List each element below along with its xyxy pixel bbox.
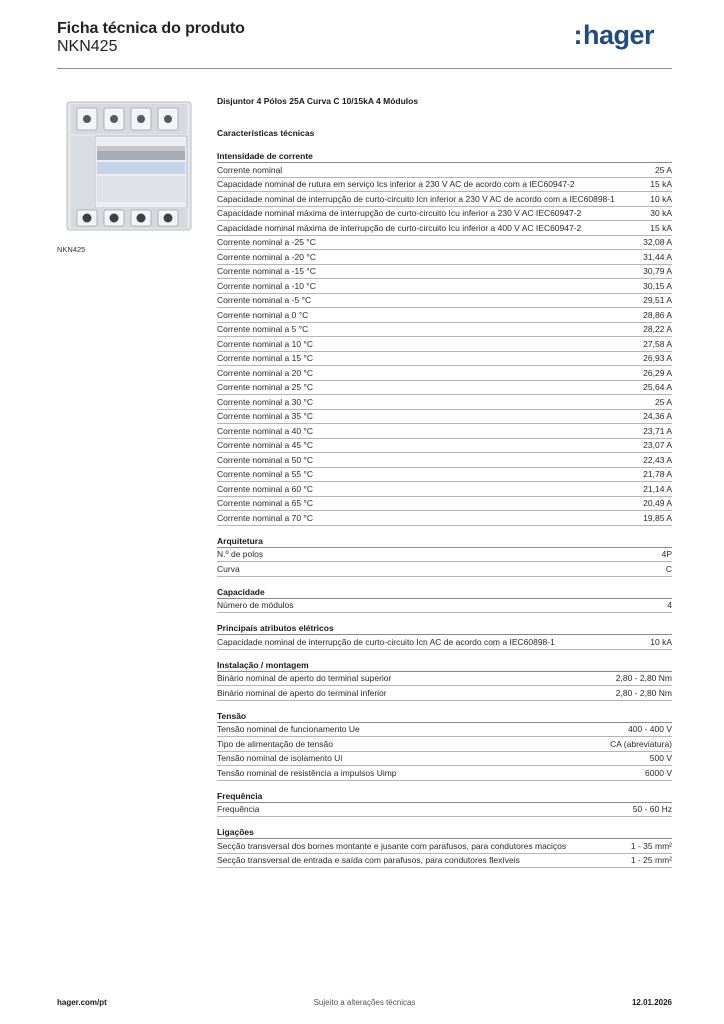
spec-label: Corrente nominal a 30 °C [217,396,314,407]
section-title: Frequência [217,790,672,803]
spec-row [217,453,672,468]
spec-row [217,323,672,338]
spec-value: 500 V [649,753,672,763]
image-caption: NKN425 [57,245,86,254]
spec-row [217,635,672,650]
spec-section [217,535,672,577]
spec-row [217,279,672,294]
spec-value: 10 kA [650,636,672,647]
spec-value: 400 - 400 V [628,724,672,734]
spec-label: Binário nominal de aperto do terminal inferior [217,687,387,698]
spec-label: Corrente nominal a 20 °C [217,367,314,378]
spec-value: 21,14 A [643,483,672,494]
spec-value: 25,64 A [643,382,672,392]
spec-label: Tensão nominal de isolamento Ui [217,753,343,763]
product-code: NKN425 [57,38,118,55]
spec-row [217,599,672,614]
technical-characteristics-title: Características técnicas [217,128,315,138]
spec-row [217,163,672,178]
spec-section [217,826,672,868]
spec-value: 50 - 60 Hz [632,804,672,814]
spec-value: 28,86 A [643,309,672,320]
spec-label: Corrente nominal a 35 °C [217,411,314,421]
spec-sections [217,150,672,868]
spec-label: Tensão nominal de funcionamento Ue [217,724,360,734]
spec-section [217,790,672,818]
spec-row [217,766,672,781]
footer-website: hager.com/pt [57,998,107,1007]
spec-value: 4P [661,549,672,559]
section-title: Capacidade [217,586,672,599]
footer-notice: Sujeito a alterações técnicas [313,998,416,1007]
spec-label: Corrente nominal a -5 °C [217,295,312,305]
logo-colon-icon: : [573,20,582,50]
product-description: Disjuntor 4 Pólos 25A Curva C 10/15kA 4 Módulos [217,96,419,106]
spec-row [217,395,672,410]
spec-row [217,737,672,752]
spec-row [217,207,672,222]
spec-value: 27,58 A [643,338,672,349]
spec-label: Corrente nominal [217,164,283,175]
spec-label: Corrente nominal a 0 °C [217,309,309,320]
spec-value: C [665,563,672,574]
page-header [57,20,672,70]
spec-value: 2,80 - 2,80 Nm [615,687,672,698]
spec-value: 6000 V [645,767,672,778]
spec-value: 23,71 A [643,425,672,436]
spec-value: 4 [667,600,672,610]
spec-value: 1 - 35 mm² [630,840,672,851]
spec-row [217,236,672,251]
spec-value: 31,44 A [643,251,672,262]
spec-section [217,622,672,650]
section-title: Ligações [217,826,672,839]
spec-value: 25 A [654,164,672,175]
spec-row [217,352,672,367]
spec-label: Corrente nominal a 45 °C [217,440,314,450]
logo-text: hager [582,20,654,50]
spec-value: 24,36 A [643,411,672,421]
spec-value: 25 A [654,396,672,407]
spec-section [217,659,672,701]
spec-row [217,511,672,526]
spec-row [217,548,672,563]
spec-value: 23,07 A [643,440,672,450]
spec-label: Capacidade nominal de interrupção de curto-circuito Icn AC de acordo com a IEC60898-1 [217,636,555,647]
spec-value: 15 kA [650,179,672,189]
spec-label: N.º de polos [217,549,264,559]
header-divider [57,68,672,69]
spec-value: 20,49 A [643,498,672,508]
spec-value: CA (abreviatura) [610,738,672,749]
spec-label: Frequência [217,804,260,814]
section-title: Arquitetura [217,535,672,548]
spec-row [217,468,672,483]
circuit-breaker-image [57,94,199,236]
hager-logo [573,20,654,51]
spec-row [217,192,672,207]
spec-value: 22,43 A [643,454,672,465]
spec-row [217,803,672,818]
spec-label: Número de módulos [217,600,294,610]
spec-label: Corrente nominal a 70 °C [217,512,314,523]
spec-value: 1 - 25 mm² [630,855,672,865]
spec-value: 30,79 A [643,266,672,276]
spec-row [217,686,672,701]
spec-row [217,854,672,869]
spec-label: Corrente nominal a -25 °C [217,237,316,247]
spec-row [217,410,672,425]
spec-value: 30,15 A [643,280,672,291]
section-title: Principais atributos elétricos [217,622,672,635]
spec-value: 2,80 - 2,80 Nm [615,673,672,683]
spec-section [217,586,672,614]
spec-label: Capacidade nominal máxima de interrupção de curto-circuito Icu inferior a 400 V AC IEC60947-2 [217,222,582,233]
spec-value: 15 kA [650,222,672,233]
spec-label: Corrente nominal a -15 °C [217,266,316,276]
spec-row [217,723,672,738]
spec-label: Corrente nominal a -10 °C [217,280,316,291]
spec-label: Curva [217,563,240,574]
spec-label: Secção transversal de entrada e saída com parafusos, para condutores flexíveis [217,855,520,865]
footer-date: 12.01.2026 [631,998,672,1007]
spec-label: Capacidade nominal de rutura em serviço Ics inferior a 230 V AC de acordo com a IEC60947-2 [217,179,575,189]
spec-row [217,839,672,854]
spec-label: Tipo de alimentação de tensão [217,738,333,749]
spec-label: Corrente nominal a 65 °C [217,498,314,508]
spec-value: 28,22 A [643,324,672,334]
spec-row [217,497,672,512]
spec-value: 21,78 A [643,469,672,479]
spec-section [217,150,672,526]
spec-label: Tensão nominal de resistência a impulsos Uimp [217,767,397,778]
spec-label: Capacidade nominal de interrupção de curto-circuito Icn inferior a 230 V AC de acordo com a IEC60898-1 [217,193,615,204]
spec-row [217,337,672,352]
spec-row [217,482,672,497]
section-title: Intensidade de corrente [217,150,672,163]
spec-row [217,265,672,280]
spec-row [217,672,672,687]
spec-row [217,221,672,236]
section-title: Instalação / montagem [217,659,672,672]
spec-row [217,178,672,193]
spec-row [217,439,672,454]
section-title: Tensão [217,710,672,723]
spec-value: 32,08 A [643,237,672,247]
spec-row [217,294,672,309]
spec-row [217,424,672,439]
specifications-panel [217,96,672,877]
spec-section [217,710,672,781]
spec-row [217,562,672,577]
spec-value: 26,29 A [643,367,672,378]
spec-value: 30 kA [650,208,672,218]
spec-value: 19,85 A [643,512,672,523]
spec-label: Corrente nominal a 15 °C [217,353,314,363]
spec-label: Corrente nominal a 40 °C [217,425,314,436]
document-title: Ficha técnica do produto [57,20,245,37]
spec-label: Secção transversal dos bornes montante e jusante com parafusos, para condutores maciços [217,840,567,851]
spec-row [217,381,672,396]
spec-label: Corrente nominal a 5 °C [217,324,309,334]
spec-label: Corrente nominal a 55 °C [217,469,314,479]
spec-label: Binário nominal de aperto do terminal superior [217,673,392,683]
spec-label: Corrente nominal a -20 °C [217,251,316,262]
spec-label: Corrente nominal a 50 °C [217,454,314,465]
spec-label: Capacidade nominal máxima de interrupção de curto-circuito Icu inferior a 230 V AC IEC60947-2 [217,208,582,218]
spec-value: 10 kA [650,193,672,204]
spec-row [217,250,672,265]
spec-value: 29,51 A [643,295,672,305]
spec-label: Corrente nominal a 10 °C [217,338,314,349]
spec-label: Corrente nominal a 25 °C [217,382,314,392]
spec-row [217,366,672,381]
spec-label: Corrente nominal a 60 °C [217,483,314,494]
spec-value: 26,93 A [643,353,672,363]
spec-row [217,752,672,767]
spec-row [217,308,672,323]
